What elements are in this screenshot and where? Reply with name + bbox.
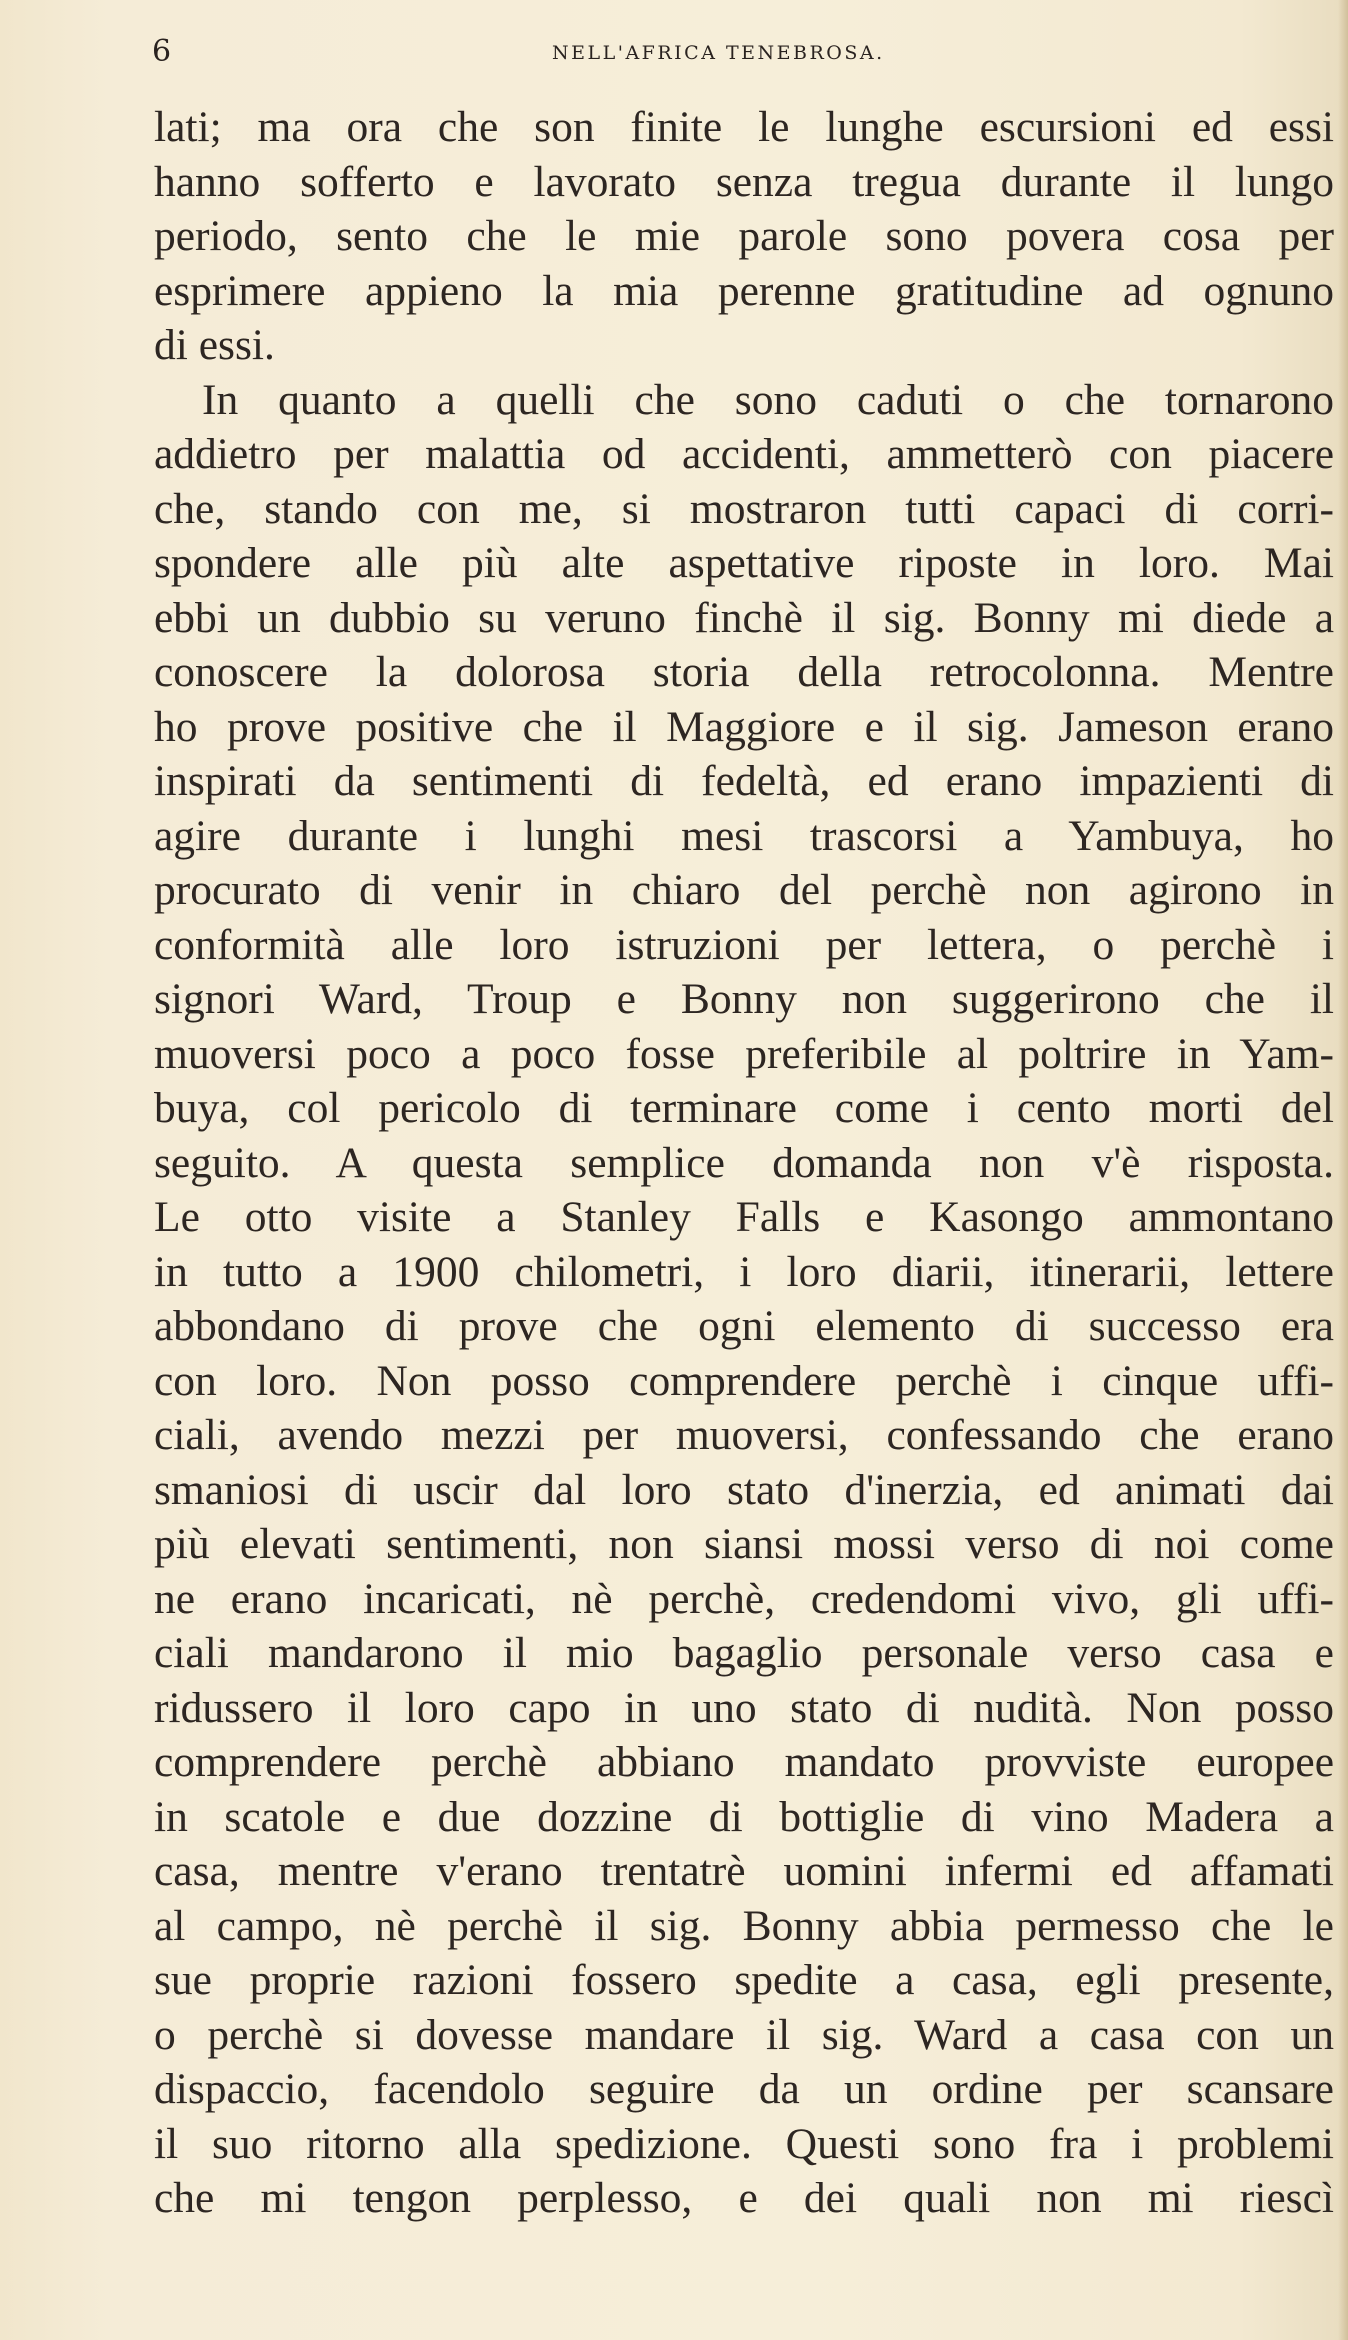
text-line: più elevati sentimenti, non siansi mossi verso di noi come	[154, 1520, 1334, 1568]
text-line: che mi tengon perplesso, e dei quali non mi riescì	[154, 2174, 1334, 2222]
text-line: ebbi un dubbio su veruno finchè il sig. Bonny mi diede a	[154, 593, 1334, 642]
text-line: in scatole e due dozzine di bottiglie di vino Madera a	[154, 1792, 1334, 1841]
text-line: procurato di venir in chiaro del perchè non agirono in	[154, 866, 1334, 914]
text-line: periodo, sento che le mie parole sono povera cosa per	[154, 212, 1334, 260]
page-edge-shadow	[1338, 0, 1348, 2340]
text-line: seguito. A questa semplice domanda non v'è risposta.	[154, 1138, 1334, 1187]
text-line: o perchè si dovesse mandare il sig. Ward a casa con un	[154, 2010, 1334, 2059]
text-line: al campo, nè perchè il sig. Bonny abbia permesso che le	[154, 1901, 1334, 1950]
text-line: In quanto a quelli che sono caduti o che tornarono	[202, 375, 1334, 424]
text-line: dispaccio, facendolo seguire da un ordine per scansare	[154, 2065, 1334, 2113]
text-line: lati; ma ora che son finite le lunghe escursioni ed essi	[154, 103, 1334, 151]
text-line: abbondano di prove che ogni elemento di successo era	[154, 1302, 1334, 1350]
text-line: con loro. Non posso comprendere perchè i cinque uffi-	[154, 1356, 1334, 1405]
text-line: in tutto a 1900 chilometri, i loro diarii, itinerarii, lettere	[154, 1247, 1334, 1296]
text-line: buya, col pericolo di terminare come i cento morti del	[154, 1084, 1334, 1132]
text-line: ne erano incaricati, nè perchè, credendomi vivo, gli uffi-	[154, 1574, 1334, 1623]
text-line: che, stando con me, si mostraron tutti capaci di corri-	[154, 484, 1334, 533]
text-line: addietro per malattia od accidenti, ammetterò con piacere	[154, 430, 1334, 478]
text-line: sue proprie razioni fossero spedite a casa, egli presente,	[154, 1956, 1334, 2004]
text-line: muoversi poco a poco fosse preferibile al poltrire in Yam-	[154, 1029, 1334, 1078]
text-line: ho prove positive che il Maggiore e il sig. Jameson erano	[154, 702, 1334, 751]
text-line: ridussero il loro capo in uno stato di nudità. Non posso	[154, 1683, 1334, 1732]
text-line: comprendere perchè abbiano mandato provviste europee	[154, 1738, 1334, 1786]
text-line: il suo ritorno alla spedizione. Questi sono fra i problemi	[154, 2119, 1334, 2168]
text-line: spondere alle più alte aspettative riposte in loro. Mai	[154, 539, 1334, 587]
text-line: di essi.	[154, 321, 275, 369]
text-line: hanno sofferto e lavorato senza tregua durante il lungo	[154, 157, 1334, 206]
running-title: NELL'AFRICA TENEBROSA.	[552, 42, 885, 64]
page-header	[152, 34, 1337, 74]
text-line: ciali mandarono il mio bagaglio personale verso casa e	[154, 1629, 1334, 1677]
text-line: agire durante i lunghi mesi trascorsi a Yambuya, ho	[154, 811, 1334, 860]
page-number: 6	[152, 34, 172, 69]
text-line: ciali, avendo mezzi per muoversi, confessando che erano	[154, 1411, 1334, 1459]
text-line: conformità alle loro istruzioni per lettera, o perchè i	[154, 920, 1334, 969]
text-line: signori Ward, Troup e Bonny non suggerirono che il	[154, 975, 1334, 1023]
text-line: casa, mentre v'erano trentatrè uomini infermi ed affamati	[154, 1847, 1334, 1895]
text-line: conoscere la dolorosa storia della retrocolonna. Mentre	[154, 648, 1334, 696]
text-line: inspirati da sentimenti di fedeltà, ed erano impazienti di	[154, 757, 1334, 805]
text-line: smaniosi di uscir dal loro stato d'inerzia, ed animati dai	[154, 1465, 1334, 1514]
text-line: Le otto visite a Stanley Falls e Kasongo ammontano	[154, 1193, 1334, 1241]
text-line: esprimere appieno la mia perenne gratitudine ad ognuno	[154, 266, 1334, 315]
body-text	[154, 100, 1334, 2226]
